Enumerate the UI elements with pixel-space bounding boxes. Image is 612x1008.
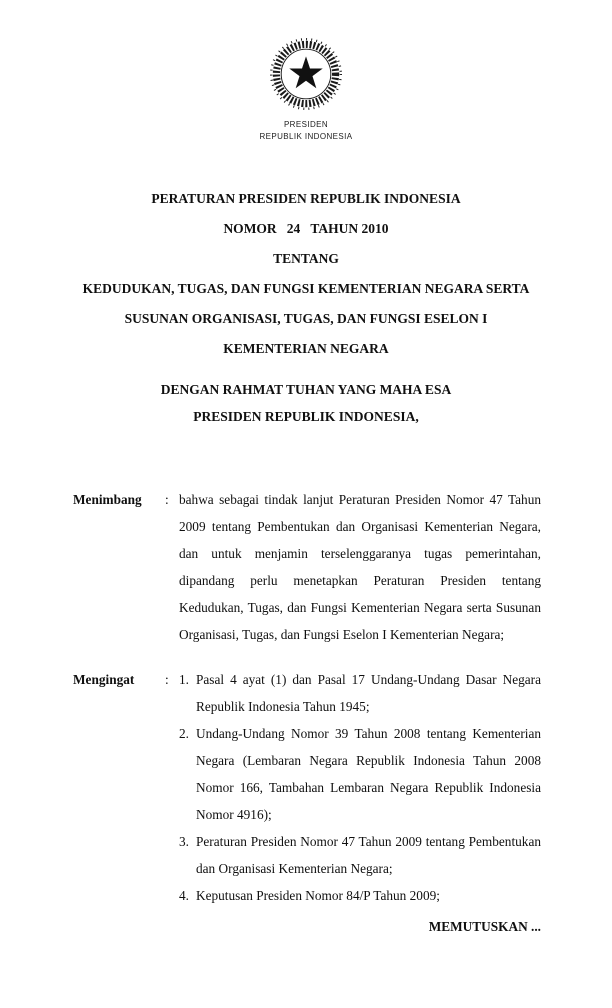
item-text: Pasal 4 ayat (1) dan Pasal 17 Undang-Undang Dasar Negara Republik Indonesia Tahun 1945; bbox=[196, 672, 541, 715]
item-text: Peraturan Presiden Nomor 47 Tahun 2009 tentang Pembentukan dan Organisasi Kementerian Negara; bbox=[196, 834, 541, 877]
emblem-caption-line1: PRESIDEN bbox=[283, 120, 329, 129]
item-text: Undang-Undang Nomor 39 Tahun 2008 tentang Kementerian Negara (Lembaran Negara Republik Indonesia Tahun 2008 Nomor 166, Tambahan Lembaran Negara Republik Indonesia Nomor 4916); bbox=[196, 726, 541, 823]
menimbang-clause bbox=[73, 486, 541, 648]
emblem-caption bbox=[0, 119, 612, 142]
mengingat-item-2 bbox=[179, 720, 541, 828]
memutuskan-label: MEMUTUSKAN ... bbox=[428, 919, 541, 935]
authority-line: PRESIDEN REPUBLIK INDONESIA, bbox=[193, 409, 419, 425]
menimbang-text: bahwa sebagai tindak lanjut Peraturan Presiden Nomor 47 Tahun 2009 tentang Pembentukan dan Organisasi Kementerian Negara, dan untuk menjamin terselenggaranya tugas pemerintahan, dipandang perlu menetapkan Peraturan Presiden tentang Kedudukan, Tugas, dan Fungsi Kementerian Negara serta Susunan Organisasi, Tugas, dan Fungsi Eselon I Kementerian Negara; bbox=[179, 492, 541, 643]
subject-line-2: SUSUNAN ORGANISASI, TUGAS, DAN FUNGSI ESELON I bbox=[124, 311, 488, 327]
item-text: Keputusan Presiden Nomor 84/P Tahun 2009; bbox=[196, 888, 440, 904]
state-emblem bbox=[0, 0, 612, 142]
item-number: 1. bbox=[179, 672, 189, 688]
menimbang-colon: : bbox=[165, 492, 169, 508]
menimbang-label: Menimbang bbox=[73, 492, 142, 508]
regulation-number: NOMOR 24 TAHUN 2010 bbox=[223, 221, 389, 237]
item-number: 2. bbox=[179, 726, 189, 742]
item-number: 4. bbox=[179, 888, 189, 904]
mengingat-item-1 bbox=[179, 666, 541, 720]
subject-line-1: KEDUDUKAN, TUGAS, DAN FUNGSI KEMENTERIAN NEGARA SERTA bbox=[82, 281, 530, 297]
title-block bbox=[0, 184, 612, 430]
tentang-label: TENTANG bbox=[273, 251, 339, 267]
subject-line-3: KEMENTERIAN NEGARA bbox=[223, 341, 389, 357]
mengingat-colon: : bbox=[165, 672, 169, 688]
mengingat-item-3 bbox=[179, 828, 541, 882]
title-spacer bbox=[0, 364, 612, 376]
grace-line: DENGAN RAHMAT TUHAN YANG MAHA ESA bbox=[160, 382, 452, 398]
mengingat-item-4 bbox=[179, 882, 541, 909]
item-number: 3. bbox=[179, 834, 189, 850]
mengingat-label: Mengingat bbox=[73, 672, 135, 688]
regulation-title: PERATURAN PRESIDEN REPUBLIK INDONESIA bbox=[151, 191, 461, 207]
mengingat-clause bbox=[73, 666, 541, 909]
document-body bbox=[73, 486, 541, 940]
star-wreath-icon bbox=[266, 34, 346, 114]
star-icon bbox=[289, 56, 322, 88]
emblem-caption-line2: REPUBLIK INDONESIA bbox=[259, 131, 353, 141]
